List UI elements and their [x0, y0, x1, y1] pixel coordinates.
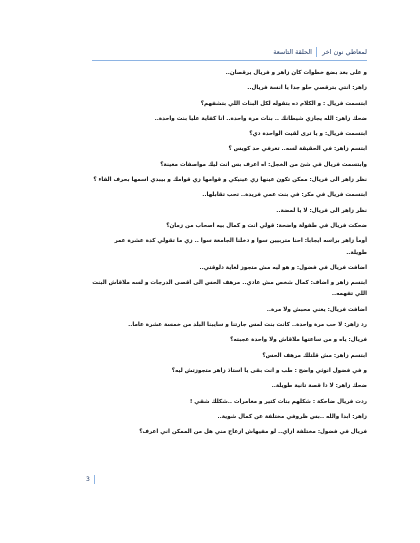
paragraph: زاهر: ابدا والله ..بس ظروفي مختلفة عن كمال شوية.. [217, 413, 367, 420]
paragraph: ابتسم زاهر و اضاف: كمال شخص مش عادي.. مرهف الحس الى اقصى الدرجات و لسه ملاقاش البنت اللي تفهمه.. [92, 280, 367, 298]
paragraph: ضحكت فريال في طفولة واضحة: قولي انت و كمال بيه اصحاب من زمان؟ [166, 222, 367, 229]
paragraph: رد زاهر: لا حب مرة واحدة.. كانت بنت لمس جارتنا و سايبنا البلد من خمسة عشرة عاما.. [128, 322, 367, 329]
page-footer [86, 475, 367, 485]
paragraph: فريال: ياه و من ساعتها ملاقاش ولا واحدة عجبته؟ [230, 337, 367, 344]
paragraph: نظر زاهر الى فريال: ممكن تكون عينها زي عينيكي و قوامها زي قوامك و بيبدي اسمها بحرف الفاء ؟ [93, 177, 367, 184]
paragraph: ابتسمت فريال : و الكلام ده بتقوله لكل البنات اللي بتشفهم؟ [200, 100, 367, 107]
paragraph: ابتسمت فريال في مكر: في بنت عمي فريدة.. تحب تقابلها.. [202, 192, 367, 199]
paragraph: ابتسمت فريال: و يا ترى لقيت الواحدة دي؟ [249, 131, 367, 138]
paragraph: ابتسم زاهر: في الحقيقة لسه.. تعرفي حد كويس ؟ [228, 146, 367, 153]
paragraph: ردت فريال ضاحكة : شكلهم بنات كتير و مغامرات ..شكلك شقي ! [189, 398, 367, 405]
paragraph: و على بعد بضع خطوات كان زاهر و فريال يرقصان.. [225, 70, 367, 76]
paragraph: وابتسمت فريال في شئ من الخجل: اه اعرف بس انت ليك مواصفات معينة؟ [160, 161, 367, 168]
paragraph: اضافت فريال: يعني محبش ولا مرة.. [266, 306, 367, 313]
page-number: 3 [86, 475, 95, 484]
paragraph: نظر زاهر الى فريال: لا يا لمضة.. [276, 207, 367, 214]
page-header [92, 46, 367, 61]
paragraph: ضحك زاهر: لا دا قصة تانية طويلة.. [271, 383, 367, 390]
chapter-label: الحلقة التاسعة [273, 47, 317, 57]
story-text [92, 68, 367, 438]
paragraph: ضحك زاهر: الله يجازي شيطانك .. بنات مرة واحدة.. انا كفاية عليا بنت واحدة.. [154, 115, 367, 122]
paragraph: أومأ زاهر براسه ايجابا: احنا متربيين سوا و دخلنا الجامعة سوا .. زي ما تقولي كدة عشرة عمر طويلة.. [114, 238, 367, 256]
paragraph: ابتسم زاهر: مش قلتلك مرهف الحس؟ [262, 352, 367, 359]
paragraph: و في فضول انوثي واضح : طب و انت بقى يا استاذ زاهر متجوزتش ليه؟ [171, 367, 367, 374]
paragraph: زاهر: انتي بترقصي حلو جدا يا انسة فريال.. [247, 85, 367, 92]
paragraph: فريال في فضول: مختلفة ازاي.. لو مفيهاش ازعاج مني هل من الممكن اني اعرف؟ [139, 429, 367, 436]
document-title: لمعاطي نون اخر [322, 48, 367, 56]
paragraph: اضافت فريال في فضول: و هو ليه مش متجوز لغاية دلوقتي.. [199, 264, 367, 271]
